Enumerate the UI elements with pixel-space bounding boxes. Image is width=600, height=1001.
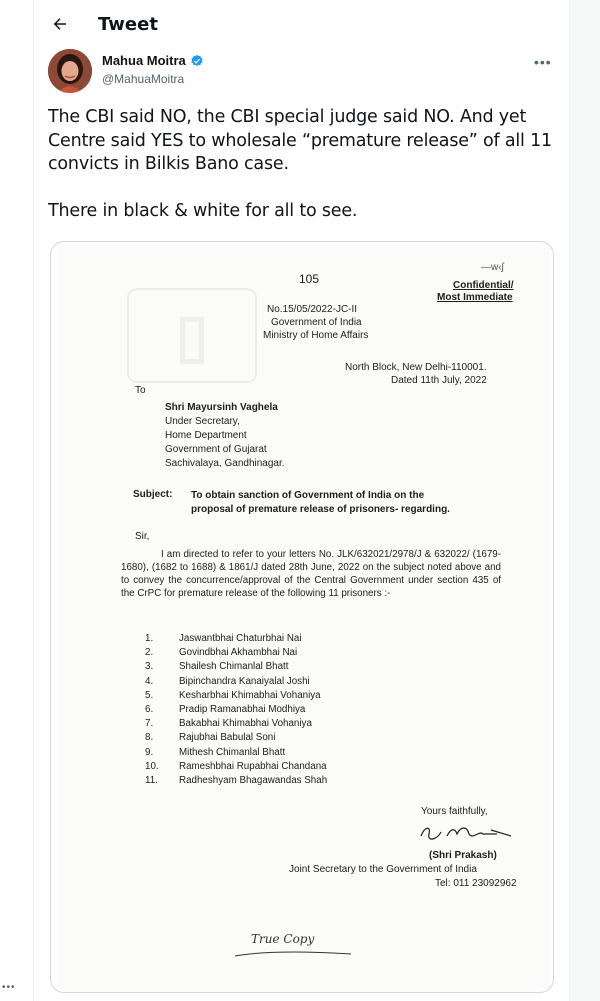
- doc-classification-1: Confidential/: [453, 280, 514, 291]
- item-number: 4.: [145, 675, 154, 687]
- more-dots-icon[interactable]: •••: [2, 982, 16, 993]
- item-number: 5.: [145, 689, 154, 701]
- avatar-image-icon: [48, 49, 92, 93]
- list-item: [145, 717, 465, 731]
- doc-subject-line-1: To obtain sanction of Government of India on the: [191, 490, 425, 501]
- doc-recipient-line: Home Department: [165, 430, 247, 441]
- list-item: [145, 660, 465, 674]
- doc-salutation: Sir,: [135, 531, 150, 542]
- item-number: 10.: [145, 760, 159, 772]
- item-number: 11.: [145, 775, 158, 787]
- item-name: Govindbhai Akhambhai Nai: [179, 647, 298, 659]
- tweet-header: [34, 0, 570, 48]
- tweet-image[interactable]: [50, 241, 554, 993]
- doc-true-copy: True Copy: [251, 932, 315, 946]
- item-name: Rajubhai Babulal Soni: [179, 732, 276, 744]
- item-name: Kesharbhai Khimabhai Vohaniya: [179, 689, 321, 701]
- doc-recipient-name: Shri Mayursinh Vaghela: [165, 402, 278, 413]
- true-copy-underline-icon: [233, 948, 353, 962]
- doc-signer: (Shri Prakash): [429, 850, 497, 861]
- doc-classification-2: Most Immediate: [437, 292, 513, 303]
- faded-stamp-icon: ▯: [127, 288, 257, 383]
- back-button[interactable]: [44, 8, 76, 40]
- author-name[interactable]: [102, 53, 204, 68]
- tweet-column: [34, 0, 570, 1001]
- doc-corner-mark: —w‹ʃ: [481, 262, 504, 273]
- author-handle[interactable]: @MahuaMoitra: [102, 72, 185, 86]
- doc-ministry: Ministry of Home Affairs: [263, 330, 369, 341]
- doc-to: To: [135, 385, 146, 396]
- doc-page-number: 105: [299, 272, 320, 286]
- doc-subject-line-2: proposal of premature release of prisoners- regarding.: [191, 504, 450, 515]
- author-name-text: Mahua Moitra: [102, 53, 186, 68]
- doc-recipient-line: Sachivalaya, Gandhinagar.: [165, 458, 285, 469]
- item-number: 8.: [145, 732, 154, 744]
- list-item: [145, 731, 465, 745]
- tweet-paragraph-1: The CBI said NO, the CBI special judge said NO. And yet Centre said YES to wholesale “premature release” of all 11 convicts in Bilkis Bano case.: [48, 107, 552, 174]
- list-item: [145, 703, 465, 717]
- item-number: 6.: [145, 704, 154, 716]
- list-item: [145, 774, 465, 788]
- scanned-document: [57, 248, 549, 988]
- right-panel-edge: [570, 0, 600, 1001]
- item-name: Rameshbhai Rupabhai Chandana: [179, 760, 327, 772]
- item-name: Radheshyam Bhagawandas Shah: [179, 775, 328, 787]
- left-sidebar-edge: [0, 0, 34, 1001]
- doc-closing: Yours faithfully,: [421, 806, 488, 817]
- avatar[interactable]: [48, 49, 92, 93]
- list-item: [145, 646, 465, 660]
- item-number: 2.: [145, 647, 154, 659]
- list-item: [145, 746, 465, 760]
- verified-badge-icon: [190, 54, 204, 68]
- list-item: [145, 689, 465, 703]
- doc-address: North Block, New Delhi-110001.: [345, 362, 487, 373]
- item-name: Jaswantbhai Chaturbhai Nai: [179, 633, 302, 644]
- doc-designation: Joint Secretary to the Government of India: [289, 864, 477, 875]
- tweet-paragraph-2: There in black & white for all to see.: [48, 201, 358, 221]
- page-title: Tweet: [98, 14, 158, 35]
- arrow-left-icon: [51, 15, 69, 33]
- list-item: [145, 632, 465, 646]
- doc-telephone: Tel: 011 23092962: [435, 878, 517, 889]
- item-number: 9.: [145, 746, 154, 758]
- doc-date: Dated 11th July, 2022: [391, 375, 487, 386]
- more-options-icon[interactable]: •••: [534, 54, 552, 70]
- doc-file-number: No.15/05/2022-JC-II: [267, 304, 358, 315]
- item-number: 7.: [145, 718, 154, 730]
- doc-recipient-line: Government of Gujarat: [165, 444, 267, 455]
- signature-icon: [417, 822, 517, 844]
- doc-subject-label: Subject:: [133, 489, 173, 500]
- doc-government: Government of India: [271, 317, 362, 328]
- item-number: 3.: [145, 661, 154, 673]
- doc-recipient-line: Under Secretary,: [165, 416, 240, 427]
- doc-body: I am directed to refer to your letters No. JLK/632021/2978/J & 632022/ (1679-1680), (1682 to 1688) & 1861/J dated 28th June, 2022 on the subject noted above and to convey the concurrence/approval of the Central Government under section 435 of the CrPC for premature release of the following 11 prisoners :-: [121, 549, 501, 599]
- list-item: [145, 760, 465, 774]
- item-name: Mithesh Chimanlal Bhatt: [179, 746, 286, 758]
- item-name: Bipinchandra Kanaiyalal Joshi: [179, 675, 310, 687]
- item-number: 1.: [145, 633, 154, 644]
- item-name: Bakabhai Khimabhai Vohaniya: [179, 718, 312, 730]
- item-name: Pradip Ramanabhai Modhiya: [179, 704, 306, 716]
- tweet-text: [48, 106, 558, 247]
- item-name: Shailesh Chimanlal Bhatt: [179, 661, 289, 673]
- prisoner-list: [145, 632, 465, 788]
- list-item: [145, 675, 465, 689]
